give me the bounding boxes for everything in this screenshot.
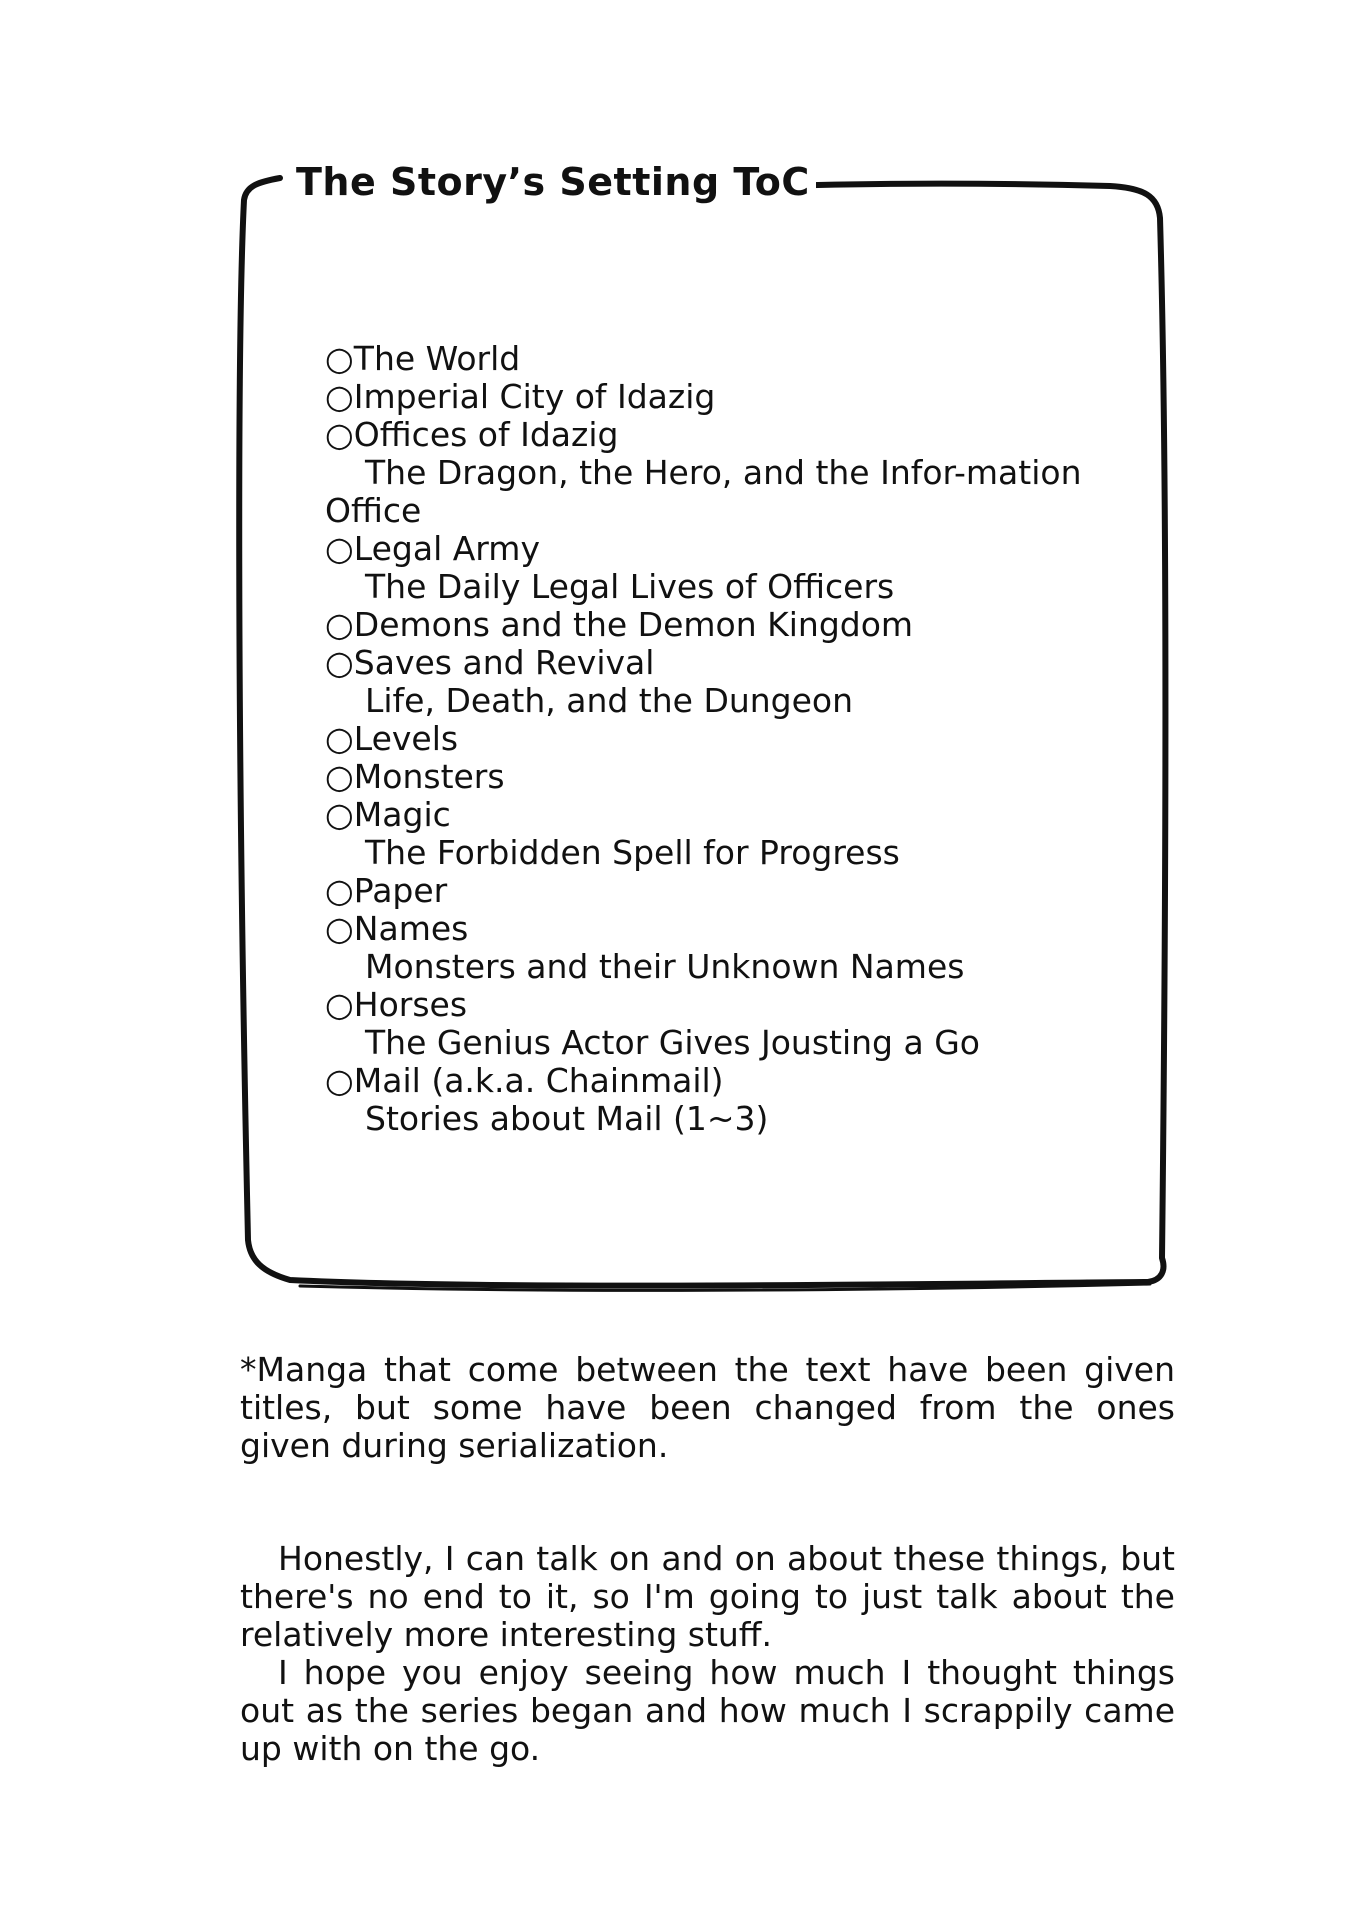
toc-item <box>325 340 1105 378</box>
toc-item-label: Offices of Idazig <box>353 415 619 454</box>
toc-item-label: Paper <box>353 871 448 910</box>
toc-item-label: Demons and the Demon Kingdom <box>353 605 914 644</box>
toc-item-label: The World <box>353 339 521 378</box>
circle-bullet-icon: ○ <box>325 1061 354 1100</box>
circle-bullet-icon: ○ <box>325 757 354 796</box>
toc-item <box>325 416 1105 454</box>
circle-bullet-icon: ○ <box>325 719 354 758</box>
toc-item <box>325 796 1105 834</box>
circle-bullet-icon: ○ <box>325 985 354 1024</box>
toc-item-label: Horses <box>353 985 468 1024</box>
toc-item <box>325 606 1105 644</box>
toc-item-label: Imperial City of Idazig <box>353 377 716 416</box>
toc-item-label: Legal Army <box>353 529 540 568</box>
toc-subitem: Monsters and their Unknown Names <box>365 947 965 986</box>
toc-subitem: Life, Death, and the Dungeon <box>365 681 854 720</box>
circle-bullet-icon: ○ <box>325 377 354 416</box>
toc-item-label: Mail (a.k.a. Chainmail) <box>353 1061 724 1100</box>
circle-bullet-icon: ○ <box>325 339 354 378</box>
toc-item <box>325 986 1105 1024</box>
toc-item <box>325 720 1105 758</box>
toc-subitem: Stories about Mail (1~3) <box>365 1099 769 1138</box>
toc-item <box>325 378 1105 416</box>
toc-subitem: The Dragon, the Hero, and the Infor-mation Office <box>325 453 1082 530</box>
toc-item-label: Levels <box>353 719 459 758</box>
serialization-note: *Manga that come between the text have been given titles, but some have been changed from the ones given during serialization. <box>240 1350 1175 1465</box>
toc-item-label: Magic <box>353 795 451 834</box>
toc-title: The Story’s Setting ToC <box>290 160 816 204</box>
toc-item <box>325 910 1105 948</box>
circle-bullet-icon: ○ <box>325 605 354 644</box>
circle-bullet-icon: ○ <box>325 415 354 454</box>
circle-bullet-icon: ○ <box>325 909 354 948</box>
toc-item <box>325 530 1105 568</box>
circle-bullet-icon: ○ <box>325 871 354 910</box>
toc-subitem: The Daily Legal Lives of Officers <box>365 567 895 606</box>
toc-item-label: Saves and Revival <box>353 643 655 682</box>
toc-item-label: Monsters <box>353 757 505 796</box>
toc-subitem: The Forbidden Spell for Progress <box>365 833 900 872</box>
toc-item <box>325 1062 1105 1100</box>
circle-bullet-icon: ○ <box>325 529 354 568</box>
toc-item <box>325 644 1105 682</box>
paragraph: I hope you enjoy seeing how much I thought things out as the series began and how much I scrappily came up with on the go. <box>240 1653 1175 1768</box>
paragraph: Honestly, I can talk on and on about these things, but there's no end to it, so I'm going to just talk about the relatively more interesting stuff. <box>240 1539 1175 1654</box>
toc-item <box>325 758 1105 796</box>
toc-subitem: The Genius Actor Gives Jousting a Go <box>365 1023 980 1062</box>
toc-item <box>325 872 1105 910</box>
toc-item-label: Names <box>353 909 469 948</box>
circle-bullet-icon: ○ <box>325 795 354 834</box>
body-text <box>240 1540 1175 1768</box>
toc-list <box>325 340 1105 1138</box>
circle-bullet-icon: ○ <box>325 643 354 682</box>
